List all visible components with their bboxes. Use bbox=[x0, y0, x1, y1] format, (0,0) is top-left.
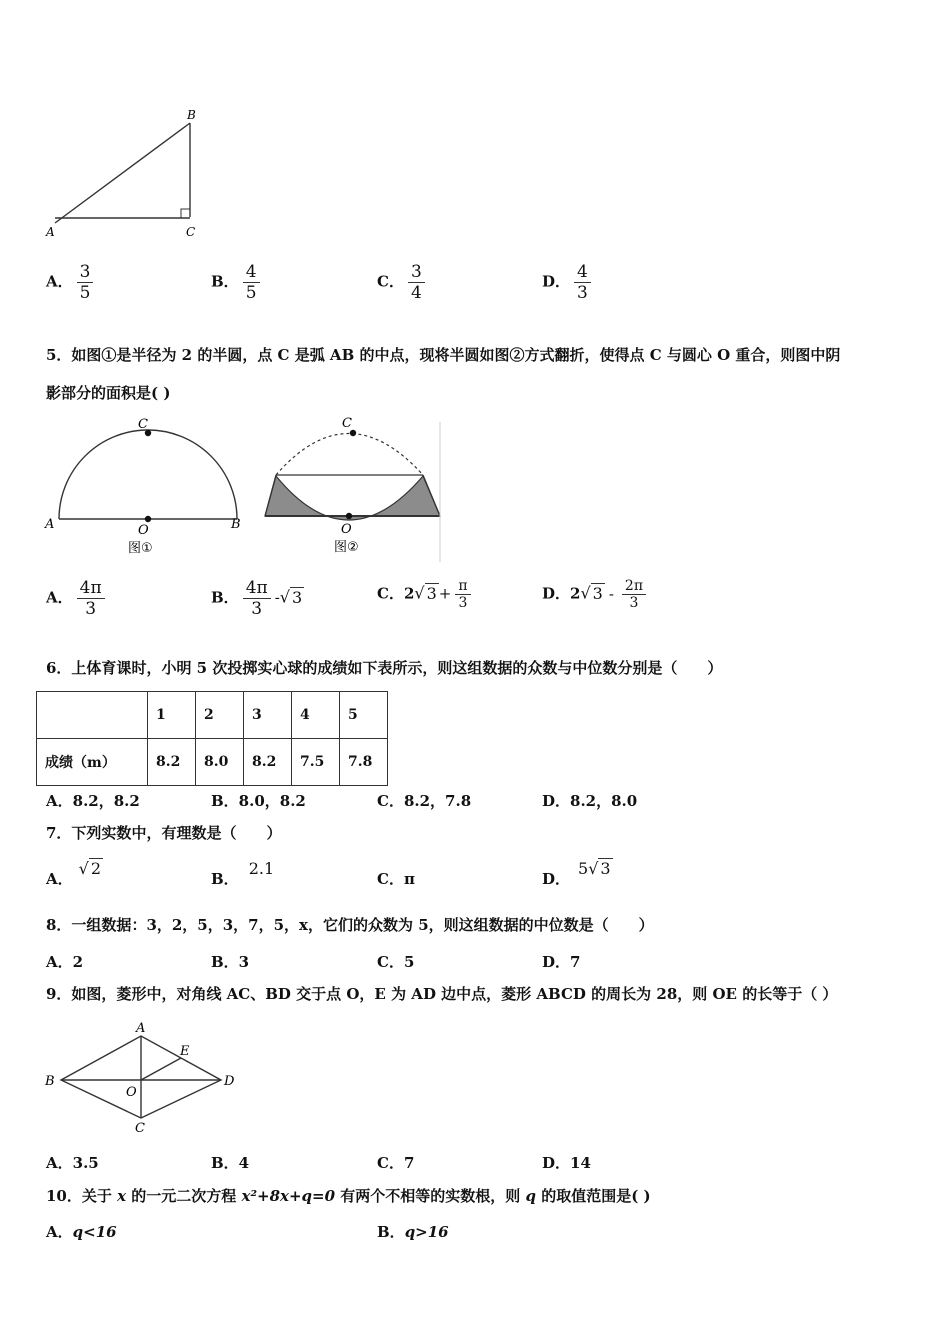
q8-option-b[interactable]: B．3 bbox=[211, 953, 250, 971]
table-row: 1 2 3 4 5 bbox=[37, 692, 388, 739]
q7-option-b[interactable]: B．2.1 bbox=[211, 859, 275, 888]
q4-label-a: A bbox=[46, 225, 55, 239]
q9-label-d: D bbox=[224, 1074, 235, 1089]
sqrt: √ 3 bbox=[588, 859, 611, 878]
q9-label-b: B bbox=[45, 1074, 55, 1089]
fraction: $\frac{4\pi}{3}$ bbox=[243, 578, 271, 619]
q6-option-c[interactable]: C．8.2，7.8 bbox=[377, 792, 472, 810]
sqrt: √ 3 bbox=[580, 583, 603, 603]
q10-stem: 10．关于 x 的一元二次方程 x²+8x+q=0 有两个不相等的实数根，则 q 的取值范围是( ) bbox=[46, 1187, 651, 1205]
q9-option-b[interactable]: B．4 bbox=[211, 1154, 250, 1172]
fig1-label-o: O bbox=[138, 523, 149, 538]
table-row: 成绩（m） 8.2 8.0 8.2 7.5 7.8 bbox=[37, 739, 388, 786]
q9-option-d[interactable]: D．14 bbox=[542, 1154, 591, 1172]
fig1-label-c: C bbox=[138, 417, 148, 432]
q5-figure-2-folded-semicircle bbox=[258, 412, 458, 562]
fig2-caption: 图② bbox=[334, 540, 359, 555]
q9-label-c: C bbox=[135, 1121, 145, 1136]
q8-option-a[interactable]: A．2 bbox=[46, 953, 84, 971]
q9-stem: 9．如图，菱形中，对角线 AC、BD 交于点 O，E 为 AD 边中点，菱形 ABCD 的周长为 28，则 OE 的长等于（ ） bbox=[46, 985, 838, 1003]
fig1-label-b: B bbox=[231, 517, 241, 532]
fraction: $\frac{4}{5}$ bbox=[243, 262, 260, 303]
q6-stem: 6．上体育课时，小明 5 次投掷实心球的成绩如下表所示，则这组数据的众数与中位数分别是（ ） bbox=[46, 659, 723, 677]
q5-option-c[interactable]: C．2√ 3 + $\frac{\pi}{3}$ bbox=[377, 578, 475, 611]
q7-stem: 7．下列实数中，有理数是（ ） bbox=[46, 824, 282, 842]
sqrt: √ 3 bbox=[279, 587, 303, 607]
fraction: $\frac{3}{5}$ bbox=[77, 262, 94, 303]
q7-option-c[interactable]: C．π bbox=[377, 870, 415, 888]
q9-option-c[interactable]: C．7 bbox=[377, 1154, 415, 1172]
q5-figure-1-semicircle bbox=[40, 412, 250, 562]
fraction: $\frac{3}{4}$ bbox=[408, 262, 425, 303]
q7-option-d[interactable]: D．5√ 3 bbox=[542, 859, 611, 888]
q9-label-a: A bbox=[136, 1021, 146, 1036]
q10-option-b[interactable]: B．q>16 bbox=[377, 1223, 449, 1241]
q8-option-d[interactable]: D．7 bbox=[542, 953, 581, 971]
q10-equation: x²+8x+q=0 bbox=[241, 1187, 336, 1205]
sqrt: √ 2 bbox=[78, 859, 102, 878]
q5-option-d[interactable]: D．2√ 3 - $\frac{2\pi}{3}$ bbox=[542, 578, 650, 611]
q5-stem-line1: 5．如图①是半径为 2 的半圆，点 C 是弧 AB 的中点，现将半圆如图②方式翻折，使得点 C 与圆心 O 重合，则图中阴 bbox=[46, 346, 841, 364]
fig2-label-c: C bbox=[342, 416, 352, 431]
q8-option-c[interactable]: C．5 bbox=[377, 953, 415, 971]
q6-score-table bbox=[36, 691, 388, 786]
q5-option-a[interactable]: A． $\frac{4\pi}{3}$ bbox=[46, 578, 109, 619]
q4-option-d[interactable]: D． $\frac{4}{3}$ bbox=[542, 262, 595, 303]
q4-option-c[interactable]: C． $\frac{3}{4}$ bbox=[377, 262, 429, 303]
q6-option-b[interactable]: B．8.0，8.2 bbox=[211, 792, 306, 810]
sqrt: √ 3 bbox=[414, 583, 437, 603]
fraction: $\frac{2\pi}{3}$ bbox=[622, 578, 646, 611]
q4-option-b[interactable]: B． $\frac{4}{5}$ bbox=[211, 262, 264, 303]
q9-option-a[interactable]: A．3.5 bbox=[46, 1154, 99, 1172]
fig1-label-a: A bbox=[45, 517, 55, 532]
q5-stem-line2: 影部分的面积是( ) bbox=[46, 384, 171, 402]
fraction: $\frac{4}{3}$ bbox=[574, 262, 591, 303]
q6-option-d[interactable]: D．8.2，8.0 bbox=[542, 792, 638, 810]
q4-option-a[interactable]: A． $\frac{3}{5}$ bbox=[46, 262, 97, 303]
q8-stem: 8．一组数据：3，2，5，3，7，5，x，它们的众数为 5，则这组数据的中位数是（ ） bbox=[46, 916, 654, 934]
q4-label-b: B bbox=[187, 108, 196, 122]
fraction: $\frac{\pi}{3}$ bbox=[455, 578, 470, 611]
q4-right-triangle-figure bbox=[40, 105, 210, 245]
q10-option-a[interactable]: A．q<16 bbox=[46, 1223, 117, 1241]
q9-label-e: E bbox=[180, 1044, 190, 1059]
q5-option-b[interactable]: B． $\frac{4\pi}{3}$ -√ 3 bbox=[211, 578, 303, 619]
q4-label-c: C bbox=[186, 225, 196, 239]
fraction: $\frac{4\pi}{3}$ bbox=[77, 578, 105, 619]
q7-option-a[interactable]: A．√ 2 bbox=[46, 859, 102, 888]
fig1-caption: 图① bbox=[128, 541, 153, 556]
q9-label-o: O bbox=[126, 1085, 137, 1100]
q9-rhombus-figure bbox=[40, 1018, 250, 1138]
fig2-label-o: O bbox=[341, 522, 352, 537]
q6-option-a[interactable]: A．8.2，8.2 bbox=[46, 792, 140, 810]
